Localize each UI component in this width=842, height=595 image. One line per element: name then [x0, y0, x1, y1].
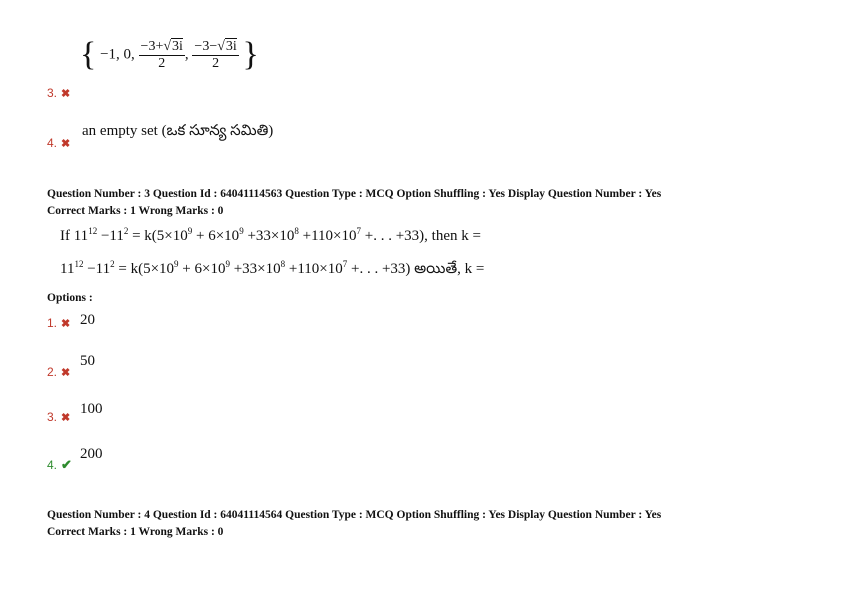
q-te-exp2: 2 — [110, 259, 115, 269]
wrong-mark-icon: ✖ — [61, 88, 71, 100]
options-label: Options : — [47, 292, 93, 304]
option-number: 1. — [47, 316, 58, 330]
prev-option-4-label — [47, 136, 70, 150]
q-te-e9a: 9 — [174, 259, 179, 269]
q-te-k-open: = k(5×10 — [114, 261, 175, 277]
set-comma: , — [184, 46, 189, 63]
fraction-1: $\frac{-3+√3i}{2}$ — [140, 38, 183, 71]
set-close-brace: } — [242, 36, 259, 73]
question-3-text-english — [60, 228, 481, 245]
q-te-plus110: +110×10 — [285, 261, 343, 277]
option-1-label — [47, 316, 70, 330]
q-en-exp2: 2 — [123, 226, 129, 236]
q-en-e8: 8 — [294, 226, 299, 236]
wrong-mark-icon: ✖ — [61, 138, 71, 150]
q-en-exp12: 12 — [88, 226, 98, 236]
option-4-label — [47, 457, 72, 473]
question-4-meta-line-2: Correct Marks : 1 Wrong Marks : 0 — [47, 526, 224, 538]
option-4-value: 200 — [80, 446, 103, 462]
set-elements: −1, 0, — [100, 46, 135, 63]
wrong-mark-icon: ✖ — [61, 367, 71, 379]
prev-option-3-content — [80, 38, 259, 72]
prev-option-3-label — [47, 86, 70, 100]
wrong-mark-icon: ✖ — [61, 318, 71, 330]
correct-check-icon: ✔ — [61, 457, 72, 472]
question-3-meta-line-2: Correct Marks : 1 Wrong Marks : 0 — [47, 205, 224, 217]
option-2-label — [47, 365, 70, 379]
q-en-e7: 7 — [356, 226, 361, 236]
q-te-plus33: +33×10 — [229, 261, 281, 277]
q-en-e9a: 9 — [187, 226, 193, 236]
prev-option-4-text: an empty set (ఒక సూన్య సమితి) — [82, 123, 274, 139]
wrong-mark-icon: ✖ — [61, 412, 71, 424]
q-en-plus33: +33×10 — [243, 228, 295, 244]
frac2-sqrt: 3i — [225, 38, 237, 54]
q-en-minus11: −11 — [97, 228, 124, 244]
q-te-e8: 8 — [280, 259, 286, 269]
q-te-tail: +. . . +33) అయితే, k = — [347, 261, 485, 277]
set-open-brace: { — [80, 36, 97, 73]
q-te-exp12: 12 — [74, 259, 84, 269]
option-number: 4. — [47, 136, 58, 150]
question-4-meta-line-1: Question Number : 4 Question Id : 64041114564 Question Type : MCQ Option Shuffling : Yes Display Question Number : Yes — [47, 509, 662, 521]
q-en-tail: +. . . +33), then k = — [360, 228, 481, 244]
q-te-minus11: −11 — [83, 261, 111, 277]
q-en-k-open: = k(5×10 — [128, 228, 188, 244]
frac2-num: −3− — [194, 38, 218, 54]
question-3-text-telugu — [60, 261, 484, 281]
q-en-plus110: +110×10 — [298, 228, 357, 244]
option-number: 2. — [47, 365, 58, 379]
q-te-e7: 7 — [342, 259, 348, 269]
frac1-sqrt: 3i — [172, 38, 183, 54]
q-en-e9b: 9 — [239, 226, 244, 236]
frac1-den: 2 — [158, 55, 166, 71]
option-1-value: 20 — [80, 312, 95, 328]
option-3-value: 100 — [80, 401, 103, 417]
q-te-plus6: + 6×10 — [178, 261, 226, 277]
option-number: 3. — [47, 410, 58, 424]
q-te-prefix: 11 — [60, 261, 75, 277]
option-2-value: 50 — [80, 353, 95, 369]
frac1-num: −3+ — [140, 38, 164, 54]
frac2-den: 2 — [212, 55, 220, 71]
q-en-prefix: If 11 — [60, 228, 89, 244]
q-en-plus6: + 6×10 — [192, 228, 240, 244]
option-3-label — [47, 410, 70, 424]
option-number: 3. — [47, 86, 58, 100]
option-number: 4. — [47, 458, 58, 472]
q-te-e9b: 9 — [225, 259, 230, 269]
question-3-meta-line-1: Question Number : 3 Question Id : 64041114563 Question Type : MCQ Option Shuffling : Yes Display Question Number : Yes — [47, 188, 662, 200]
fraction-2: $\frac{-3-√3i}{2}$ — [194, 38, 237, 71]
